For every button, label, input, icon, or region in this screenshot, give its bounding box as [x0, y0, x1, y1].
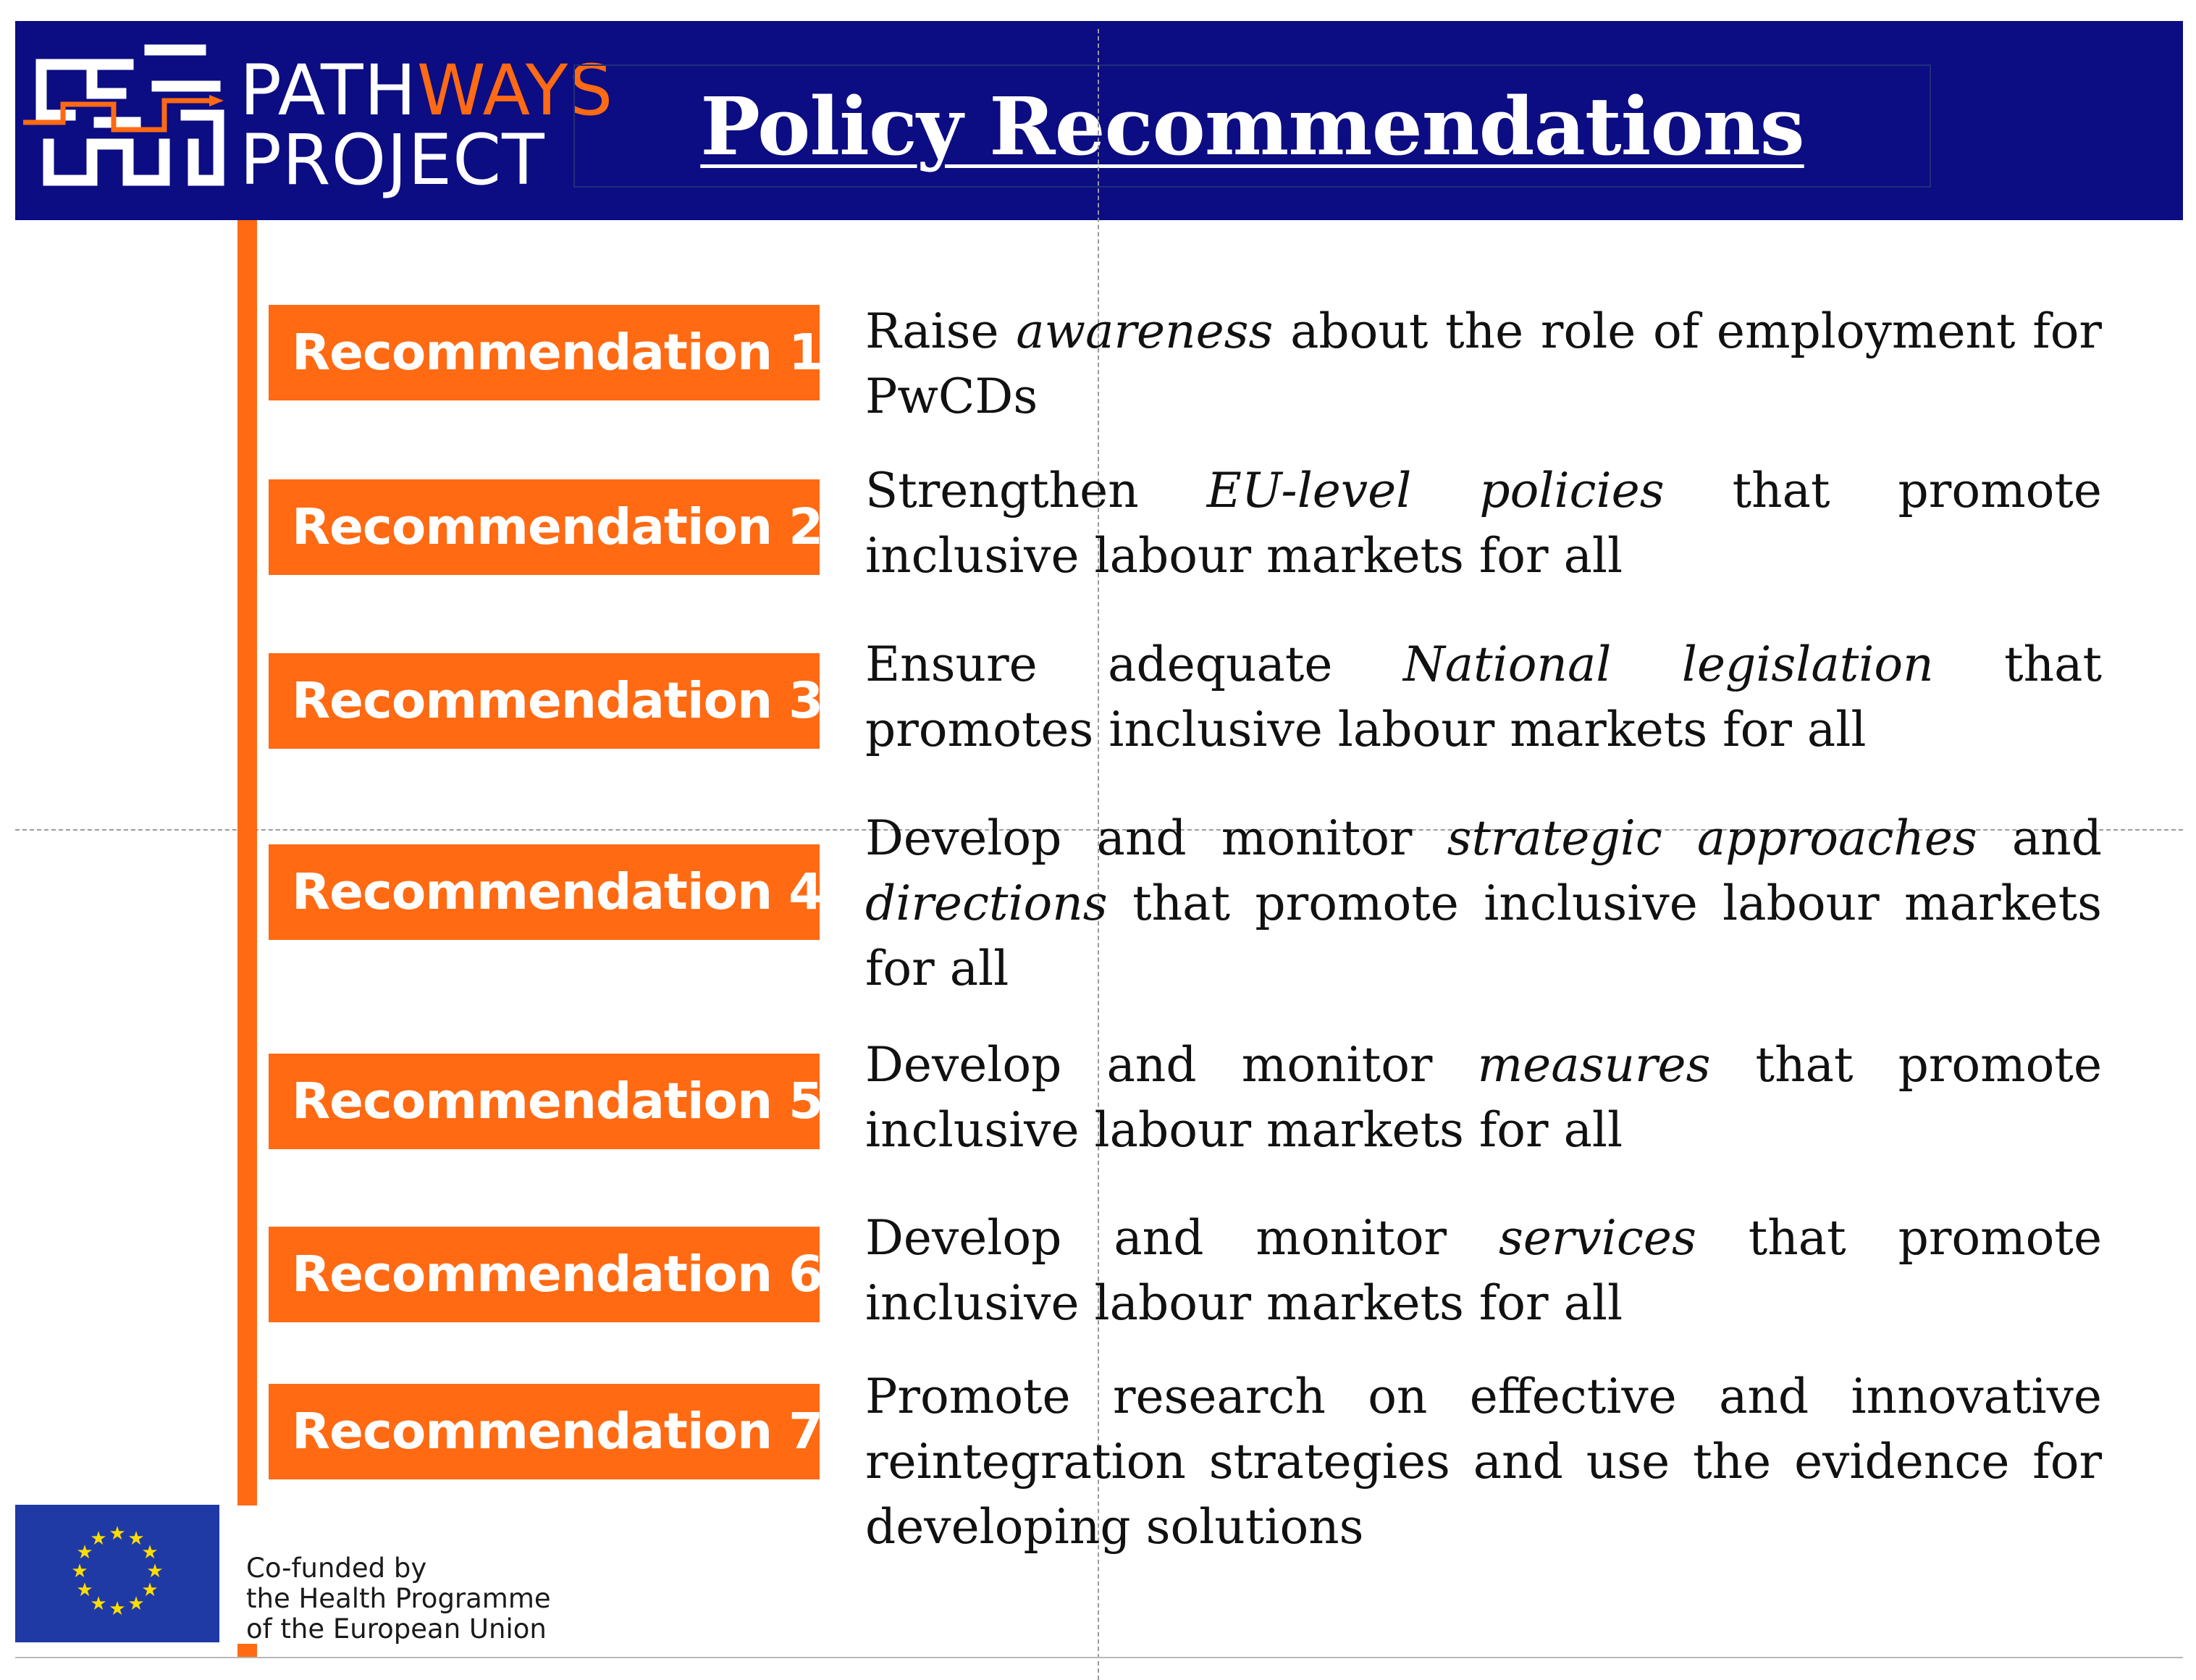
- svg-text:★: ★: [127, 1528, 145, 1550]
- rec-5-text-before: Develop and monitor: [865, 1037, 1478, 1093]
- svg-text:★: ★: [71, 1561, 88, 1582]
- svg-text:★: ★: [90, 1593, 107, 1615]
- timeline-bar: [237, 220, 257, 1505]
- header-banner: [15, 21, 2183, 220]
- rec-4-text-italic: strategic approaches: [1447, 810, 1977, 866]
- funding-statement: [246, 1553, 551, 1645]
- maze-logo-icon: [20, 35, 230, 191]
- rec-1-text-italic: awareness: [1016, 303, 1274, 359]
- svg-text:★: ★: [146, 1561, 164, 1582]
- recommendation-5-text: [865, 1033, 2102, 1163]
- recommendation-4-label: Recommendation 4: [269, 844, 820, 940]
- recommendation-7-text: [865, 1364, 2102, 1560]
- svg-text:★: ★: [127, 1593, 145, 1615]
- logo-path-text: PATH: [240, 50, 417, 131]
- recommendation-6-label: Recommendation 6: [269, 1227, 820, 1322]
- logo-line-1: [240, 50, 614, 131]
- recommendation-3-label: Recommendation 3: [269, 653, 820, 749]
- rec-4-text-mid: and: [1977, 810, 2102, 866]
- svg-text:★: ★: [141, 1579, 159, 1601]
- recommendation-2-label: Recommendation 2: [269, 479, 820, 575]
- rec-6-text-before: Develop and monitor: [865, 1210, 1499, 1266]
- title-box: [573, 64, 1931, 188]
- recommendation-7-label: Recommendation 7: [269, 1384, 820, 1479]
- rec-6-text-italic: services: [1499, 1210, 1696, 1266]
- rec-1-text-before: Raise: [865, 303, 1017, 359]
- rec-2-text-italic: EU-level policies: [1206, 463, 1665, 518]
- recommendation-3-text: [865, 632, 2102, 763]
- svg-text:★: ★: [109, 1523, 126, 1545]
- funding-line-2: the Health Programme: [246, 1583, 551, 1614]
- svg-text:★: ★: [76, 1542, 93, 1563]
- rec-2-text-after: that promote inclusive labour markets for all: [865, 463, 2102, 584]
- logo-wordmark: [240, 50, 614, 201]
- bottom-divider: [15, 1657, 2183, 1658]
- rec-6-text-after: that promote inclusive labour markets for all: [865, 1210, 2103, 1331]
- rec-4-text-after: that promote inclusive labour markets for all: [865, 875, 2102, 996]
- rec-7-text-before: Promote research on effective and innovative reintegration strategies and use the evidence for developing solutions: [865, 1369, 2102, 1555]
- svg-text:★: ★: [90, 1528, 107, 1550]
- recommendation-6-text: [865, 1206, 2102, 1336]
- page-title: Policy Recommendations: [700, 79, 1804, 173]
- recommendation-5-label: Recommendation 5: [269, 1054, 820, 1149]
- recommendation-4-text: [865, 806, 2102, 1001]
- rec-3-text-before: Ensure adequate: [865, 637, 1403, 692]
- logo-project-text: PROJECT: [240, 119, 545, 201]
- rec-3-text-italic: National legislation: [1402, 637, 1934, 692]
- rec-2-text-before: Strengthen: [865, 463, 1207, 518]
- funding-line-3: of the European Union: [246, 1613, 547, 1645]
- logo-ways-text: WAYS: [416, 50, 614, 131]
- funding-line-1: Co-funded by: [246, 1553, 427, 1584]
- rec-3-text-after: that promotes inclusive labour markets for all: [865, 637, 2102, 757]
- rec-4-text-italic-2: directions: [865, 875, 1108, 931]
- eu-stars-icon: [15, 1505, 219, 1642]
- rec-5-text-after: that promote inclusive labour markets for all: [865, 1037, 2103, 1158]
- eu-flag-icon: [15, 1505, 219, 1642]
- rec-5-text-italic: measures: [1477, 1037, 1711, 1093]
- recommendation-1-text: [865, 299, 2102, 429]
- timeline-bar-tail: [237, 1644, 257, 1657]
- recommendation-1-label: Recommendation 1: [269, 305, 820, 400]
- recommendation-2-text: [865, 458, 2102, 589]
- rec-1-text-after: about the role of employment for PwCDs: [865, 303, 2102, 424]
- rec-4-text-before: Develop and monitor: [865, 810, 1447, 866]
- svg-text:★: ★: [141, 1542, 159, 1563]
- svg-text:★: ★: [76, 1579, 93, 1601]
- svg-text:★: ★: [109, 1598, 126, 1620]
